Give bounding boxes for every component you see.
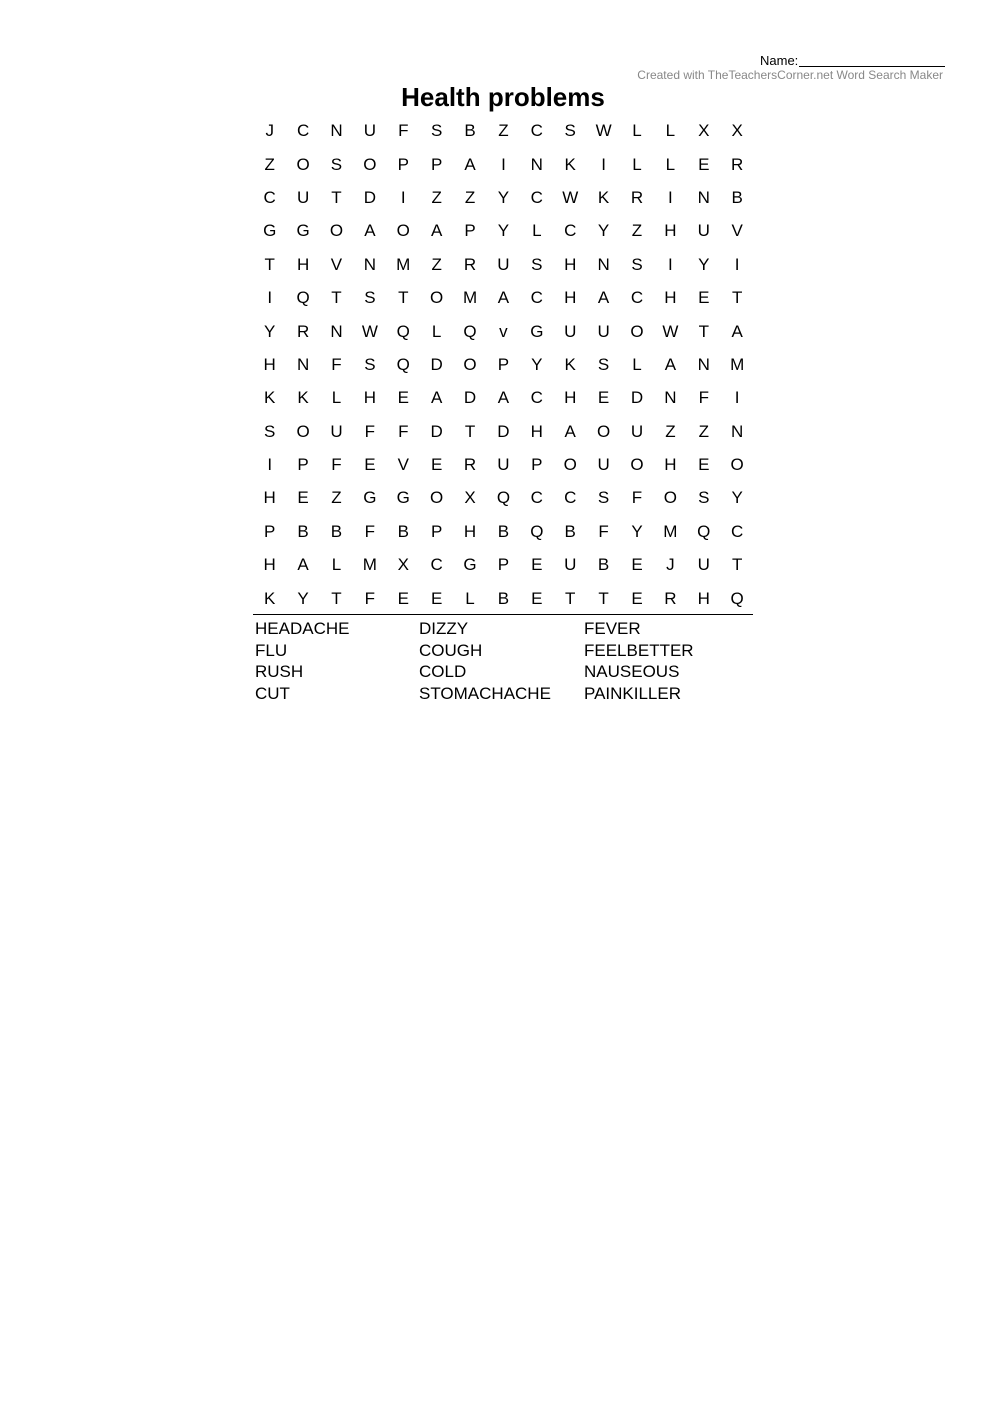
grid-cell[interactable]: W [361,321,378,341]
grid-cell[interactable]: W [662,321,679,341]
grid-cell[interactable]: S [264,421,276,441]
grid-cell[interactable]: H [697,588,710,608]
grid-cell[interactable]: N [330,321,343,341]
grid-cell[interactable]: E [698,154,710,174]
grid-cell[interactable]: C [530,187,543,207]
grid-cell[interactable]: C [530,121,543,141]
grid-cell[interactable]: F [364,421,376,441]
grid-cell[interactable]: M [730,354,745,374]
grid-cell[interactable]: H [664,221,677,241]
grid-cell[interactable]: H [263,555,276,575]
grid-cell[interactable]: C [530,488,543,508]
grid-cell[interactable]: J [666,555,675,575]
grid-cell[interactable]: E [631,588,643,608]
grid-cell[interactable]: Q [730,588,744,608]
grid-cell[interactable]: R [296,321,310,341]
grid-cell[interactable]: L [465,588,475,608]
grid-cell[interactable]: Z [431,187,442,207]
grid-cell[interactable]: K [264,588,276,608]
grid-cell[interactable]: P [464,221,476,241]
grid-cell[interactable]: O [563,455,577,475]
word-list-item: PAINKILLER [584,683,682,703]
grid-cell[interactable]: G [296,221,310,241]
grid-cell[interactable]: Y [631,521,643,541]
word-list-item: NAUSEOUS [584,662,680,681]
grid-cell[interactable]: O [430,288,444,308]
grid-cell[interactable]: G [396,488,410,508]
grid-cell[interactable]: Z [431,254,442,274]
grid-cell[interactable]: L [632,121,642,141]
grid-cell[interactable]: I [668,187,673,207]
grid-cell[interactable]: G [463,555,477,575]
grid-cell[interactable]: P [430,154,443,174]
page-title: Health problems [401,82,605,112]
grid-cell[interactable]: U [564,555,577,575]
grid-cell[interactable]: L [632,354,642,374]
grid-cell[interactable]: P [497,354,510,374]
grid-cell[interactable]: X [731,121,743,141]
grid-cell[interactable]: L [665,121,676,141]
grid-cell[interactable]: B [297,521,309,541]
grid-cell[interactable]: N [664,388,677,408]
grid-cell[interactable]: M [362,555,377,575]
grid-cell[interactable]: R [463,455,477,475]
grid-cell[interactable]: V [330,254,343,274]
grid-cell[interactable]: v [499,321,508,341]
grid-cell[interactable]: Y [698,254,710,274]
grid-cell[interactable]: A [364,221,376,241]
grid-cell[interactable]: C [564,488,577,508]
grid-cell[interactable]: P [497,555,510,575]
word-list-item: RUSH [255,662,304,681]
grid-cell[interactable]: S [364,288,376,308]
grid-cell[interactable]: U [330,421,343,441]
grid-cell[interactable]: I [734,254,740,274]
grid-cell[interactable]: C [564,221,577,241]
word-list-item: CUT [255,683,290,703]
grid-cell[interactable]: P [397,154,409,174]
grid-cell[interactable]: B [397,521,409,541]
grid-cell[interactable]: F [364,588,376,608]
grid-cell[interactable]: E [297,488,309,508]
grid-cell[interactable]: L [532,221,542,241]
grid-cell[interactable]: F [698,388,709,408]
grid-cell[interactable]: G [530,321,544,341]
grid-cell[interactable]: B [731,187,743,207]
grid-cell[interactable]: F [364,521,376,541]
grid-cell[interactable]: W [562,187,579,207]
grid-cell[interactable]: U [597,455,610,475]
grid-cell[interactable]: N [330,121,343,141]
grid-cell[interactable]: O [296,421,310,441]
grid-cell[interactable]: D [430,354,443,374]
grid-cell[interactable]: P [531,455,543,475]
grid-cell[interactable]: B [597,555,610,575]
grid-cell[interactable]: S [531,254,543,274]
grid-cell[interactable]: R [664,588,677,608]
grid-cell[interactable]: C [530,288,543,308]
grid-cell[interactable]: T [698,321,709,341]
grid-cell[interactable]: U [597,321,610,341]
grid-cell[interactable]: Z [264,154,275,174]
grid-cell[interactable]: C [731,521,744,541]
grid-cell[interactable]: U [697,221,710,241]
grid-cell[interactable]: E [698,288,710,308]
grid-cell[interactable]: X [464,488,476,508]
grid-cell[interactable]: Y [264,321,276,341]
grid-cell[interactable]: C [530,388,543,408]
grid-cell[interactable]: O [430,488,444,508]
grid-cell[interactable]: F [398,121,409,141]
grid-cell[interactable]: P [430,521,443,541]
name-label: Name: [760,53,799,68]
grid-cell[interactable]: Q [396,354,410,374]
grid-cell[interactable]: T [264,254,275,274]
grid-cell[interactable]: E [597,388,610,408]
grid-cell[interactable]: K [297,388,309,408]
grid-cell[interactable]: D [497,421,510,441]
grid-cell[interactable]: O [363,154,377,174]
grid-cell[interactable]: K [597,187,610,207]
grid-cell[interactable]: S [430,121,443,141]
grid-cell[interactable]: E [364,455,376,475]
grid-cell[interactable]: L [431,321,442,341]
grid-cell[interactable]: T [565,588,576,608]
grid-cell[interactable]: Y [731,488,743,508]
grid-cell[interactable]: O [396,221,410,241]
grid-cell[interactable]: R [630,187,644,207]
grid-cell[interactable]: Q [463,321,477,341]
grid-cell[interactable]: S [330,154,343,174]
grid-cell[interactable]: K [564,354,576,374]
grid-cell[interactable]: C [630,288,644,308]
grid-cell[interactable]: Z [631,221,643,241]
word-list-item: FEVER [584,619,641,638]
grid-cell[interactable]: F [631,488,643,508]
grid-cell[interactable]: T [731,288,743,308]
grid-cell[interactable]: C [430,555,443,575]
grid-cell[interactable]: Y [531,354,543,374]
grid-cell[interactable]: S [364,354,376,374]
grid-cell[interactable]: S [597,354,610,374]
grid-cell[interactable]: Z [331,488,342,508]
grid-cell[interactable]: S [564,121,576,141]
grid-cell[interactable]: H [664,288,677,308]
grid-cell[interactable]: H [263,354,276,374]
grid-cell[interactable]: W [595,121,612,141]
grid-cell[interactable]: A [497,388,510,408]
grid-cell[interactable]: Y [497,187,510,207]
grid-cell[interactable]: U [363,121,376,141]
grid-cell[interactable]: Q [296,288,310,308]
grid-cell[interactable]: I [267,455,273,475]
grid-cell[interactable]: Q [496,488,511,508]
grid-cell[interactable]: A [564,421,576,441]
grid-cell[interactable]: R [731,154,744,174]
grid-cell[interactable]: P [297,455,309,475]
grid-cell[interactable]: T [331,187,342,207]
grid-cell[interactable]: H [263,488,276,508]
word-list-item: DIZZY [419,619,469,638]
grid-cell[interactable]: M [663,521,678,541]
grid-cell[interactable]: O [630,321,644,341]
grid-cell[interactable]: Q [697,521,711,541]
grid-cell[interactable]: H [564,288,577,308]
grid-cell[interactable]: S [631,254,643,274]
grid-cell[interactable]: N [363,254,376,274]
grid-cell[interactable]: J [265,121,274,141]
grid-cell[interactable]: M [462,288,478,308]
grid-cell[interactable]: T [398,288,409,308]
grid-cell[interactable]: N [731,421,744,441]
grid-cell[interactable]: Z [698,421,709,441]
grid-cell[interactable]: I [734,388,740,408]
grid-cell[interactable]: N [697,187,710,207]
word-list-item: HEADACHE [255,619,350,638]
grid-cell[interactable]: E [430,588,443,608]
grid-cell[interactable]: P [264,521,276,541]
grid-cell[interactable]: O [329,221,344,241]
grid-cell[interactable]: A [497,288,510,308]
grid-cell[interactable]: K [564,154,576,174]
grid-cell[interactable]: X [698,121,710,141]
name-blank-line[interactable] [799,66,945,67]
grid-cell[interactable]: I [668,254,673,274]
grid-cell[interactable]: T [731,555,743,575]
grid-cell[interactable]: Z [498,121,509,141]
grid-cell[interactable]: C [296,121,310,141]
word-list-item: COLD [419,662,467,681]
grid-cell[interactable]: T [331,288,342,308]
grid-cell[interactable]: Y [297,588,309,608]
grid-cell[interactable]: K [264,388,276,408]
grid-cell[interactable]: O [663,488,677,508]
grid-cell[interactable]: Y [497,221,510,241]
grid-cell[interactable]: F [598,521,609,541]
grid-cell[interactable]: H [564,254,577,274]
grid-cell[interactable]: T [464,421,476,441]
grid-cell[interactable]: F [331,354,342,374]
grid-cell[interactable]: N [530,154,543,174]
grid-cell[interactable]: A [464,154,476,174]
grid-cell[interactable]: Q [396,321,410,341]
grid-cell[interactable]: I [267,288,273,308]
grid-cell[interactable]: B [330,521,343,541]
letter-grid [253,114,754,615]
grid-cell[interactable]: H [296,254,310,274]
grid-cell[interactable]: H [463,521,477,541]
grid-cell[interactable]: B [497,588,510,608]
grid-cell[interactable]: H [664,455,677,475]
grid-cell[interactable]: Y [597,221,610,241]
grid-cell[interactable]: D [363,187,376,207]
grid-cell[interactable]: D [430,421,443,441]
grid-cell[interactable]: B [497,521,510,541]
grid-cell[interactable]: F [331,455,342,475]
grid-cell[interactable]: B [464,121,476,141]
grid-cell[interactable]: A [430,388,443,408]
grid-cell[interactable]: L [632,154,642,174]
grid-cell[interactable]: I [400,187,406,207]
grid-cell[interactable]: O [730,455,744,475]
word-list [255,618,755,704]
grid-cell[interactable]: M [396,254,411,274]
grid-cell[interactable]: E [631,555,643,575]
grid-cell[interactable]: T [598,588,609,608]
grid-cell[interactable]: V [397,455,409,475]
grid-cell[interactable]: U [630,421,644,441]
grid-cell[interactable]: S [597,488,610,508]
grid-cell[interactable]: B [564,521,576,541]
grid-cell[interactable]: E [531,555,543,575]
grid-cell[interactable]: I [601,154,606,174]
grid-cell[interactable]: O [596,421,611,441]
grid-cell[interactable]: L [331,388,342,408]
grid-cell[interactable]: H [363,388,376,408]
grid-cell[interactable]: V [731,221,743,241]
grid-cell[interactable]: C [263,187,276,207]
name-field[interactable] [760,53,945,69]
grid-cell[interactable]: I [501,154,506,174]
grid-cell[interactable]: U [296,187,310,207]
grid-cell[interactable]: O [296,154,310,174]
grid-cell[interactable]: E [397,388,409,408]
grid-cell[interactable]: N [697,354,710,374]
grid-cell[interactable]: T [331,588,342,608]
grid-cell[interactable]: D [630,388,644,408]
grid-cell[interactable]: X [397,555,409,575]
grid-cell[interactable]: Z [665,421,676,441]
grid-cell[interactable]: L [331,555,342,575]
grid-cell[interactable]: G [263,221,277,241]
grid-cell[interactable]: Q [530,521,544,541]
grid-cell[interactable]: A [731,321,743,341]
grid-cell[interactable]: A [297,555,309,575]
grid-cell[interactable]: G [363,488,377,508]
grid-cell[interactable]: D [463,388,477,408]
grid-cell[interactable]: F [398,421,409,441]
grid-cell[interactable]: U [497,455,510,475]
grid-cell[interactable]: O [463,354,477,374]
grid-cell[interactable]: N [597,254,610,274]
grid-cell[interactable]: U [497,254,510,274]
word-list-item: FLU [255,640,288,660]
divider [253,614,753,615]
grid-cell[interactable]: E [531,588,543,608]
grid-cell[interactable]: A [430,221,443,241]
grid-cell[interactable]: N [296,354,310,374]
grid-cell[interactable]: H [530,421,543,441]
grid-cell[interactable]: E [430,455,443,475]
grid-cell[interactable]: S [698,488,710,508]
grid-cell[interactable]: A [664,354,677,374]
grid-cell[interactable]: L [665,154,676,174]
grid-cell[interactable]: R [463,254,477,274]
grid-cell[interactable]: A [597,288,610,308]
grid-cell[interactable]: Z [464,187,476,207]
grid-cell[interactable]: H [564,388,577,408]
grid-cell[interactable]: O [630,455,644,475]
grid-cell[interactable]: U [697,555,710,575]
word-list-item: FEELBETTER [584,640,694,660]
credit-text: Created with TheTeachersCorner.net Word Search Maker [637,68,943,82]
grid-cell[interactable]: E [698,455,710,475]
grid-cell[interactable]: E [397,588,409,608]
word-list-item: COUGH [419,640,483,660]
word-list-item: STOMACHACHE [419,683,551,703]
grid-cell[interactable]: U [564,321,577,341]
